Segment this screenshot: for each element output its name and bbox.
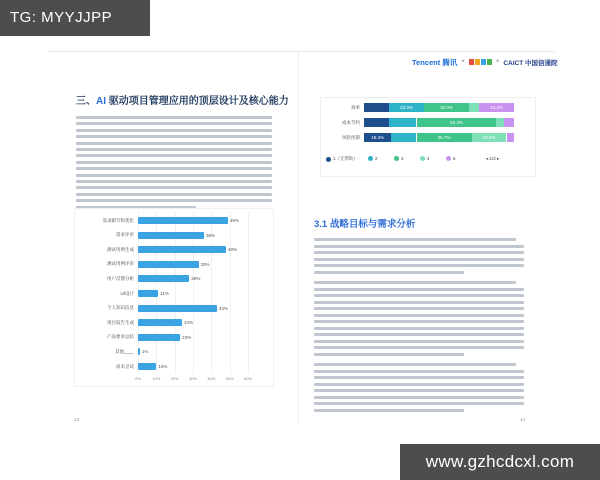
category-label: 测试用例评审: [107, 261, 134, 267]
legend-item: [394, 156, 404, 161]
x-tick-label: 60%: [243, 376, 252, 381]
category-label: 用户反馈分析: [107, 275, 134, 281]
bar: [138, 334, 180, 341]
legend-pager[interactable]: ◂ 1/2 ▸: [486, 156, 500, 161]
title-rest: 驱动项目管理应用的顶层设计及核心能力: [106, 96, 289, 107]
bar: [138, 319, 182, 326]
watermark-tag: TG: MYYJJPP: [0, 0, 150, 36]
stack-segment: 23.3%: [479, 103, 514, 112]
text-line: [314, 314, 524, 317]
text-line: [76, 154, 272, 157]
text-line: [314, 333, 524, 336]
x-tick-label: 10%: [152, 376, 161, 381]
page-top-divider: [48, 51, 555, 52]
text-line: [314, 251, 524, 254]
text-line: [76, 142, 272, 145]
stack-segment: 18.3%: [364, 133, 391, 142]
tapd-logo-icon: [469, 59, 492, 65]
text-line: [314, 294, 524, 297]
tencent-logo: Tencent 腾讯: [412, 57, 458, 67]
category-label: UI设计: [120, 290, 134, 296]
bar: [138, 305, 217, 312]
stack-segment: 30.0%: [424, 103, 469, 112]
bar-value-label: 11%: [160, 291, 169, 296]
text-line: [314, 376, 524, 379]
text-line: [314, 264, 524, 267]
category-label: 需求跟写和优化: [102, 217, 134, 223]
category-label: 效率: [351, 105, 360, 110]
page-gutter: [298, 52, 299, 424]
legend-item: [446, 156, 456, 161]
x-tick-label: 30%: [188, 376, 197, 381]
text-line: [314, 396, 524, 399]
legend-label: 1（无帮助）: [333, 156, 359, 161]
left-page-title: [76, 92, 289, 107]
stack-segment: [469, 103, 479, 112]
legend-item: [420, 156, 430, 161]
bar: [138, 363, 156, 370]
legend-item: [326, 156, 358, 162]
bar-value-label: 24%: [184, 320, 194, 326]
text-line: [314, 301, 524, 304]
bar-value-label: 33%: [200, 261, 210, 267]
stack-segment: 23.3%: [472, 133, 507, 142]
stack-segment: [496, 118, 504, 127]
category-label: 尚未尝试: [116, 363, 134, 369]
stack-segment: [391, 133, 416, 142]
text-line: [76, 180, 272, 183]
stack-segment: [504, 118, 514, 127]
right-page-number: 14: [520, 417, 526, 422]
text-line: [76, 199, 272, 202]
text-line: [76, 148, 272, 151]
x-tick-label: 0%: [135, 376, 141, 381]
text-line: [76, 161, 272, 164]
text-line: [314, 363, 516, 366]
x-tick-label: 40%: [207, 376, 216, 381]
text-line: [314, 346, 524, 349]
grid-line: [248, 212, 249, 374]
text-line: [314, 340, 524, 343]
text-line: [76, 122, 272, 125]
partner-logos: [412, 56, 558, 68]
logo-separator: ×: [461, 59, 465, 65]
bar-value-label: 43%: [218, 305, 228, 311]
text-line: [314, 383, 524, 386]
category-label: 需求评审: [116, 232, 134, 238]
text-line: [76, 116, 272, 119]
category-label: 产品要求总结: [107, 334, 134, 340]
watermark-site: www.gzhcdcxl.com: [400, 444, 600, 480]
bar-value-label: 48%: [228, 247, 238, 253]
text-line: [314, 353, 464, 356]
text-line: [314, 402, 524, 405]
text-line: [314, 271, 464, 274]
legend-color-icon: [394, 156, 399, 161]
category-label: 风险控制: [342, 135, 360, 140]
stack-segment: 36.7%: [417, 133, 472, 142]
text-line: [314, 409, 464, 412]
stack-segment: 23.3%: [389, 103, 424, 112]
legend-item: [368, 156, 378, 161]
bar-value-label: 10%: [158, 364, 168, 369]
bar: [138, 275, 189, 282]
legend-color-icon: [368, 156, 373, 161]
legend-color-icon: [326, 157, 331, 162]
bar-value-label: 36%: [206, 232, 216, 238]
title-prefix: 三、: [76, 96, 96, 107]
legend-color-icon: [446, 156, 451, 161]
title-accent: AI: [96, 96, 106, 107]
bar-value-label: 28%: [191, 276, 201, 282]
grid-line: [230, 212, 231, 374]
stack-segment: [364, 118, 389, 127]
bar: [138, 232, 204, 239]
logo-separator: ×: [495, 59, 500, 65]
bar: [138, 348, 140, 355]
text-line: [76, 135, 272, 138]
x-tick-label: 50%: [225, 376, 234, 381]
legend-label: 2: [375, 156, 378, 161]
text-line: [76, 186, 272, 189]
category-label: 其他____: [114, 348, 134, 354]
bar: [138, 246, 226, 253]
text-line: [314, 245, 524, 248]
caict-logo: CAICT 中国信通院: [503, 59, 558, 67]
legend-label: 5: [453, 156, 456, 161]
bar: [138, 290, 158, 297]
bar: [138, 261, 199, 268]
stack-segment: [364, 103, 389, 112]
bar: [138, 217, 228, 224]
text-line: [314, 370, 524, 373]
text-line: [314, 288, 524, 291]
legend-label: 3: [401, 156, 404, 161]
stack-segment: [507, 133, 515, 142]
text-line: [76, 174, 272, 177]
x-tick-label: 20%: [170, 376, 179, 381]
text-line: [314, 307, 524, 310]
category-label: 个人知识信息: [107, 305, 134, 311]
legend-label: 4: [427, 156, 430, 161]
text-line: [314, 238, 516, 241]
category-label: 成本节约: [342, 120, 360, 125]
section-title: 3.1 战略目标与需求分析: [314, 219, 416, 230]
bar-value-label: 1%: [141, 349, 149, 355]
text-line: [76, 167, 272, 170]
category-label: 项目报告生成: [107, 319, 134, 325]
bar-value-label: 23%: [182, 334, 192, 340]
text-line: [76, 193, 272, 196]
text-line: [314, 327, 524, 330]
category-label: 测试用例生成: [107, 246, 134, 252]
text-line: [314, 281, 516, 284]
stack-segment: 53.3%: [417, 118, 497, 127]
text-line: [314, 389, 524, 392]
bar-value-label: 49%: [229, 218, 239, 223]
text-line: [314, 258, 524, 261]
stack-segment: [389, 118, 416, 127]
text-line: [314, 320, 524, 323]
text-line: [76, 129, 272, 132]
legend-color-icon: [420, 156, 425, 161]
left-page-number: 13: [74, 417, 80, 422]
